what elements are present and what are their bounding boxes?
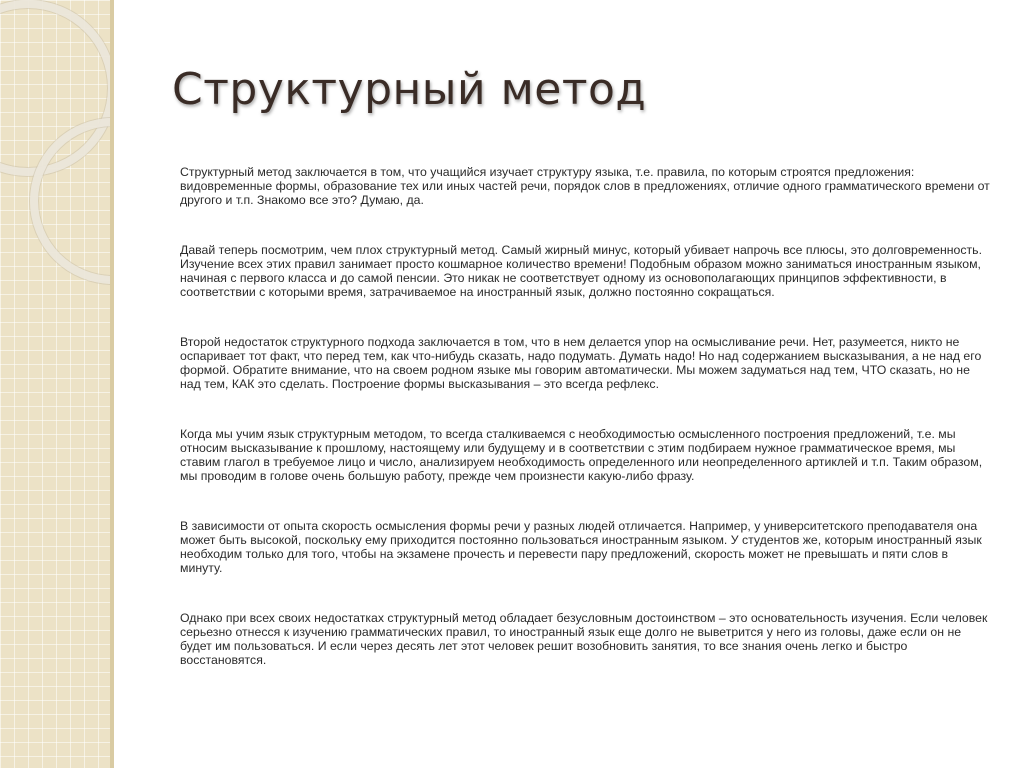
slide-title: Структурный метод: [172, 64, 647, 115]
slide-content: [172, 0, 990, 768]
paragraph-5: В зависимости от опыта скорость осмысления формы речи у разных людей отличается. Например, у университетского преподавателя она может быть высокой, поскольку ему приходится постоянно пользоваться иностранным языком. У студентов же, которым иностранный язык необходим только для того, чтобы на экзамене прочесть и перевести пару предложений, скорость может не превышать и пяти слов в минуту.: [180, 519, 982, 575]
slide-body: [180, 165, 990, 703]
sidebar-edge: [110, 0, 114, 768]
decorative-sidebar: [0, 0, 110, 768]
paragraph-4: Когда мы учим язык структурным методом, то всегда сталкиваемся с необходимостью осмысленного построения предложений, т.е. мы относим высказывание к прошлому, настоящему или будущему и в соответствии с этим подбираем нужное грамматическое время, мы ставим глагол в требуемое лицо и число, анализируем необходимость определенного или неопределенного артиклей и т.п. Таким образом, мы проводим в голове очень большую работу, прежде чем произнести какую-либо фразу.: [180, 427, 983, 483]
paragraph-2: Давай теперь посмотрим, чем плох структурный метод. Самый жирный минус, который убивает напрочь все плюсы, это долговременность. Изучение всех этих правил занимает просто кошмарное количество времени! Подобным образом можно заниматься иностранным языком, начиная с первого класса и до самой пенсии. Это никак не соответствует одному из основополагающих принципов эффективности, в соответствии с которыми время, затрачиваемое на иностранный язык, должно постоянно сокращаться.: [180, 243, 983, 299]
paragraph-6: Однако при всех своих недостатках структурный метод обладает безусловным достоинством – это основательность изучения. Если человек серьезно отнесся к изучению грамматических правил, то иностранный язык еще долго не выветрится у него из головы, даже если он не будет им пользоваться. И если через десять лет этот человек решит возобновить занятия, то все знания очень легко и быстро восстановятся.: [180, 611, 988, 667]
paragraph-1: Структурный метод заключается в том, что учащийся изучает структуру языка, т.е. правила, по которым строятся предложения: видовременные формы, образование тех или иных частей речи, порядок слов в предложениях, отличие одного грамматического времени от другого и т.п. Знакомо все это? Думаю, да.: [180, 165, 990, 207]
paragraph-3: Второй недостаток структурного подхода заключается в том, что в нем делается упор на осмысливание речи. Нет, разумеется, никто не оспаривает тот факт, что перед тем, как что-нибудь сказать, надо подумать. Думать надо! Но над содержанием высказывания, а не над его формой. Обратите внимание, что на своем родном языке мы говорим автоматически. Мы можем задуматься над тем, ЧТО сказать, но не над тем, КАК это сделать. Построение формы высказывания – это всегда рефлекс.: [180, 335, 982, 391]
